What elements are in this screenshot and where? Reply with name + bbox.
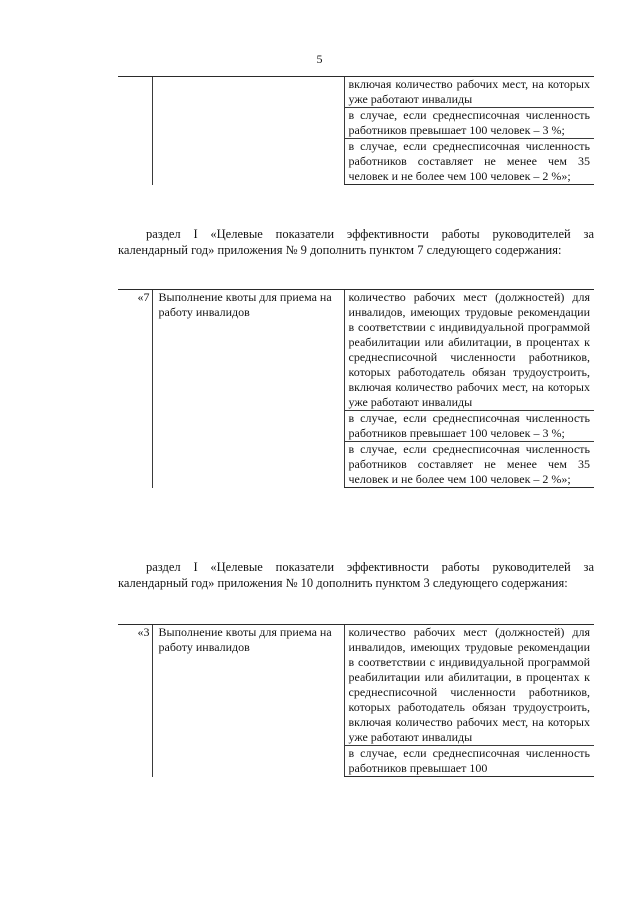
indicator-cell: Выполнение квоты для приема на работу инвалидов <box>152 625 344 777</box>
criteria-cell: в случае, если среднесписочная численность работников превышает 100 человек – 3 %; <box>344 411 594 442</box>
item-number: «7 <box>118 290 152 488</box>
paragraph-annex-10: раздел I «Целевые показатели эффективности работы руководителей за календарный год» приложения № 10 дополнить пунктом 3 следующего содержания: <box>118 560 594 590</box>
item-7-table <box>118 289 594 488</box>
paragraph-annex-9: раздел I «Целевые показатели эффективности работы руководителей за календарный год» приложения № 9 дополнить пунктом 7 следующего содержания: <box>118 227 594 257</box>
indicator-cell <box>152 77 344 185</box>
continuation-table <box>118 76 594 185</box>
criteria-cell: количество рабочих мест (должностей) для инвалидов, имеющих трудовые рекомендации в соответствии с индивидуальной программой реабилитации или абилитации, в процентах к среднесписочной численности работников, которых работодатель обязан трудоустроить, включая количество рабочих мест, на которых уже работают инвалиды <box>344 290 594 411</box>
criteria-cell: в случае, если среднесписочная численность работников составляет не менее чем 35 человек и не более чем 100 человек – 2 %»; <box>344 139 594 185</box>
criteria-cell: в случае, если среднесписочная численность работников превышает 100 человек – 3 %; <box>344 108 594 139</box>
criteria-cell: количество рабочих мест (должностей) для инвалидов, имеющих трудовые рекомендации в соответствии с индивидуальной программой реабилитации или абилитации, в процентах к среднесписочной численности работников, которых работодатель обязан трудоустроить, включая количество рабочих мест, на которых уже работают инвалиды <box>344 625 594 746</box>
number-cell <box>118 77 152 185</box>
item-number: «3 <box>118 625 152 777</box>
criteria-cell: включая количество рабочих мест, на которых уже работают инвалиды <box>344 77 594 108</box>
page-number: 5 <box>316 52 323 66</box>
criteria-cell: в случае, если среднесписочная численность работников составляет не менее чем 35 человек и не более чем 100 человек – 2 %»; <box>344 442 594 488</box>
criteria-cell: в случае, если среднесписочная численность работников превышает 100 <box>344 746 594 777</box>
item-3-table <box>118 624 594 777</box>
indicator-cell: Выполнение квоты для приема на работу инвалидов <box>152 290 344 488</box>
